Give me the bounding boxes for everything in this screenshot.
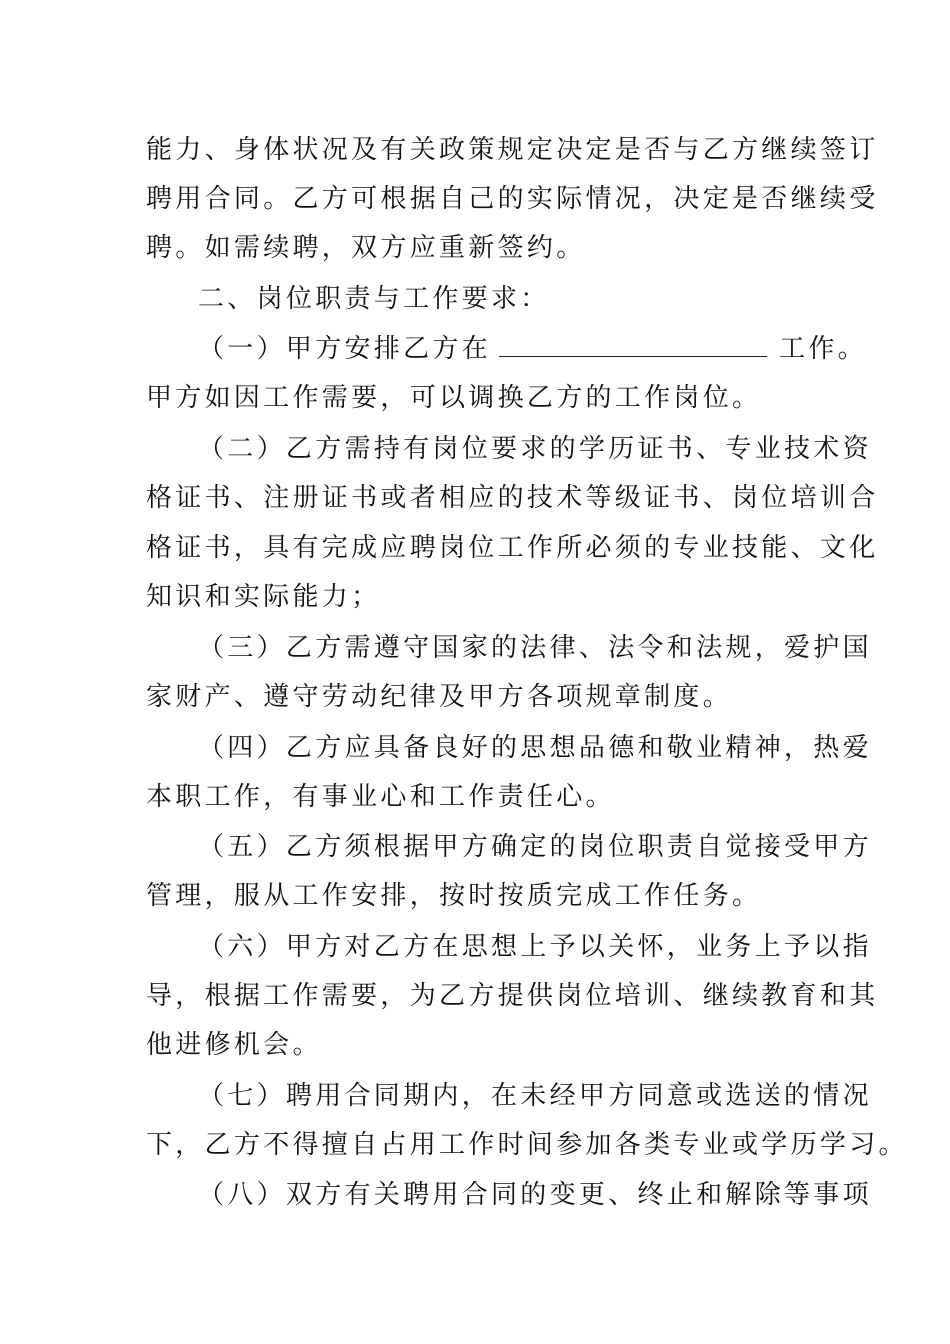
text-line: 下，乙方不得擅自占用工作时间参加各类专业或学历学习。	[146, 1130, 908, 1160]
text-line: 家财产、遵守劳动纪律及甲方各项规章制度。	[146, 682, 733, 712]
text-line: 他进修机会。	[146, 1030, 322, 1060]
text-line-with-blank	[198, 332, 867, 366]
text-line: （五）乙方须根据甲方确定的岗位职责自觉接受甲方	[198, 832, 872, 862]
text-line: （二）乙方需持有岗位要求的学历证书、专业技术资	[198, 434, 872, 464]
section-heading: 二、岗位职责与工作要求：	[198, 284, 550, 314]
text-line: 聘用合同。乙方可根据自己的实际情况，决定是否继续受	[146, 184, 879, 214]
text-line: 能力、身体状况及有关政策规定决定是否与乙方继续签订	[146, 135, 879, 165]
text-line: 格证书、注册证书或者相应的技术等级证书、岗位培训合	[146, 483, 879, 513]
text-line: （七）聘用合同期内，在未经甲方同意或选送的情况	[198, 1081, 872, 1111]
text-line: （八）双方有关聘用合同的变更、终止和解除等事项	[198, 1180, 872, 1210]
clause-1-prefix: （一）甲方安排乙方在	[198, 334, 492, 364]
text-line: 导，根据工作需要，为乙方提供岗位培训、继续教育和其	[146, 981, 879, 1011]
text-line: 知识和实际能力；	[146, 582, 381, 612]
text-line: （六）甲方对乙方在思想上予以关怀，业务上予以指	[198, 932, 872, 962]
clause-1-suffix: 工作。	[779, 334, 867, 364]
fill-in-blank[interactable]	[499, 332, 767, 357]
text-line: 管理，服从工作安排，按时按质完成工作任务。	[146, 881, 762, 911]
text-line: 聘。如需续聘，双方应重新签约。	[146, 233, 586, 263]
text-line: 甲方如因工作需要，可以调换乙方的工作岗位。	[146, 383, 762, 413]
text-line: （三）乙方需遵守国家的法律、法令和法规，爱护国	[198, 633, 872, 663]
text-line: （四）乙方应具备良好的思想品德和敬业精神，热爱	[198, 733, 872, 763]
text-line: 格证书，具有完成应聘岗位工作所必须的专业技能、文化	[146, 533, 879, 563]
text-line: 本职工作，有事业心和工作责任心。	[146, 782, 615, 812]
